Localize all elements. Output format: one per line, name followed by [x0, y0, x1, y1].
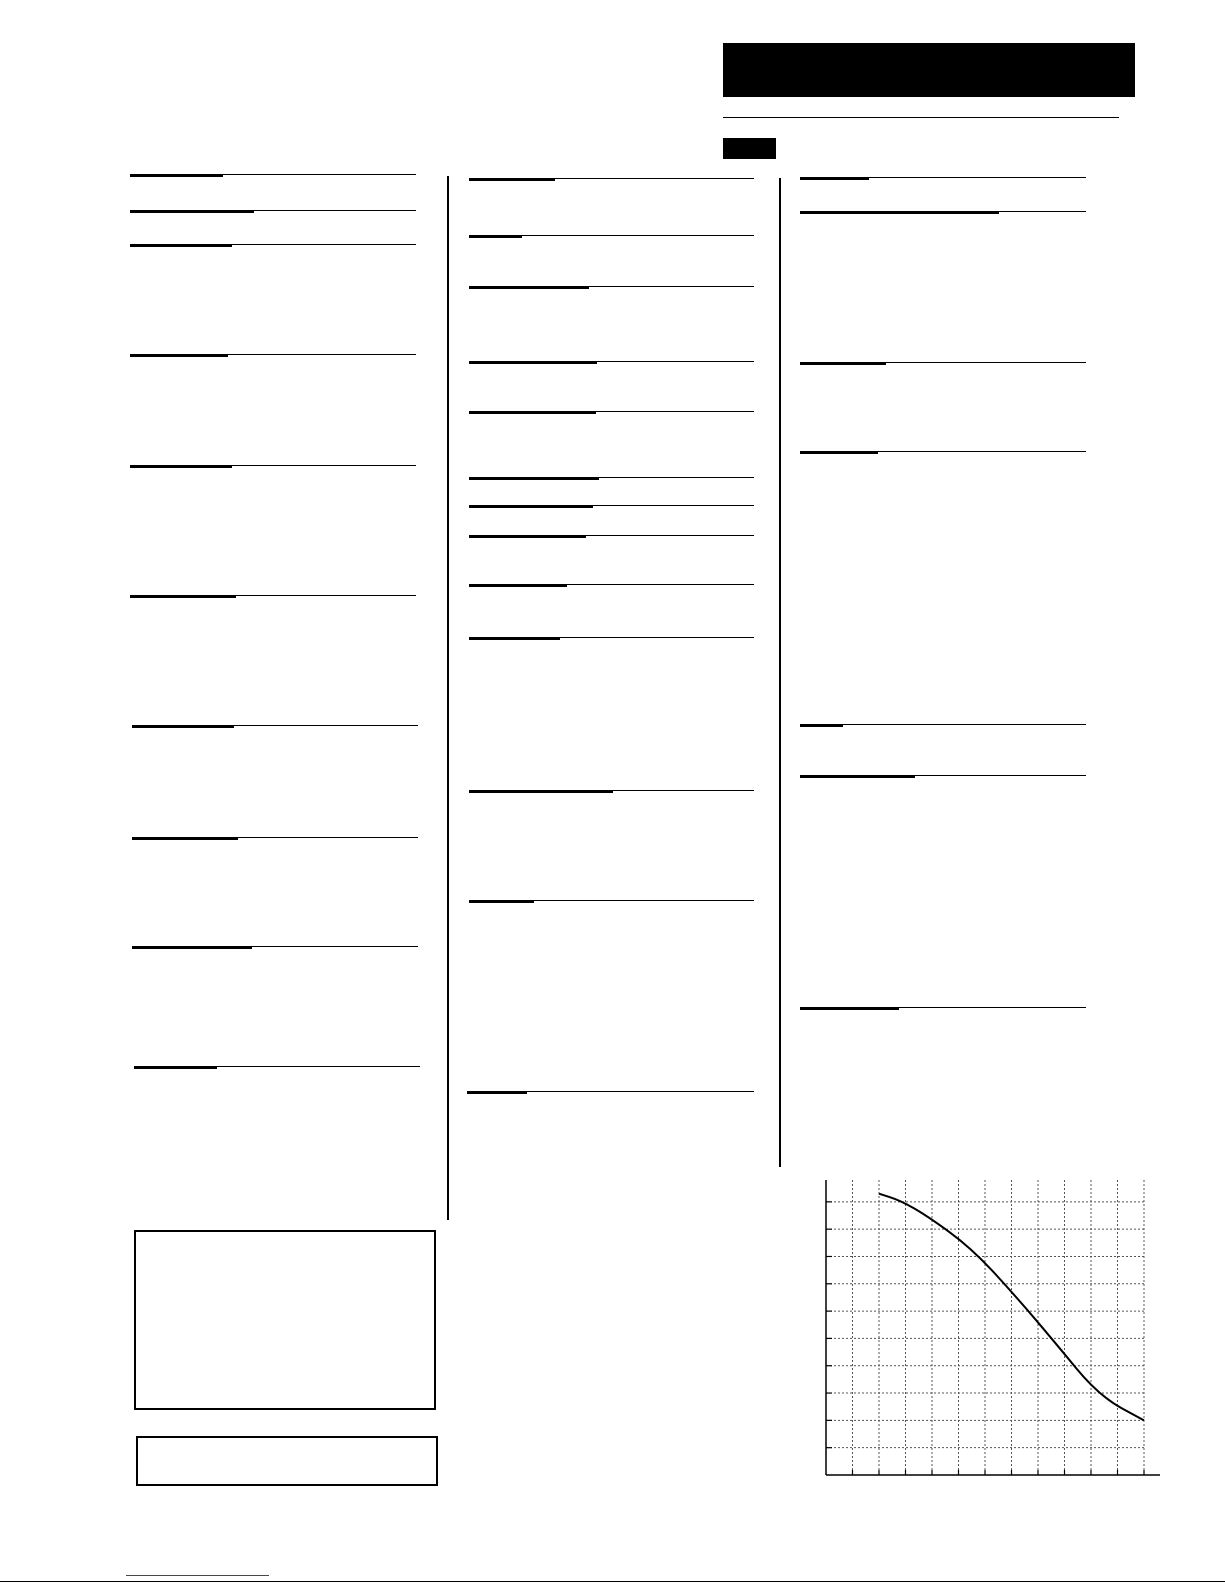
section-rule — [130, 174, 416, 180]
section-rule — [800, 211, 1086, 217]
section-rule — [469, 477, 754, 483]
section-rule — [130, 354, 416, 360]
section-rule — [469, 286, 754, 292]
section-rule — [800, 177, 1086, 183]
footer-link-underline — [126, 1575, 269, 1576]
section-rule — [800, 362, 1086, 368]
section-rule — [800, 775, 1086, 781]
section-rule — [469, 790, 754, 796]
section-rule — [469, 900, 754, 906]
section-rule — [800, 451, 1086, 457]
section-rule — [469, 361, 754, 367]
section-rule — [467, 1091, 754, 1097]
info-box — [134, 1230, 436, 1410]
section-rule — [132, 837, 418, 843]
performance-chart — [810, 1180, 1170, 1500]
header-rule — [723, 117, 1119, 118]
section-rule — [132, 725, 418, 731]
section-rule — [469, 178, 754, 184]
section-rule — [130, 595, 416, 601]
series-line — [879, 1194, 1144, 1421]
section-rule — [469, 535, 754, 541]
column-divider — [779, 178, 781, 1167]
section-rule — [130, 210, 416, 216]
header-tag-block — [723, 138, 776, 159]
section-rule — [134, 1066, 420, 1072]
chart-axes — [826, 1180, 1160, 1475]
chart-marks — [879, 1194, 1144, 1421]
column-divider — [447, 176, 449, 1220]
section-rule — [132, 946, 418, 952]
section-rule — [800, 1007, 1086, 1013]
section-rule — [469, 235, 754, 241]
section-rule — [469, 411, 754, 417]
section-rule — [130, 244, 416, 250]
section-rule — [469, 505, 754, 511]
note-box — [136, 1436, 438, 1486]
chart-grid — [826, 1180, 1144, 1475]
section-rule — [800, 724, 1086, 730]
header-title-block — [723, 43, 1135, 97]
section-rule — [130, 465, 416, 471]
footer-rule — [0, 1581, 1225, 1582]
section-rule — [469, 637, 754, 643]
section-rule — [469, 584, 754, 590]
